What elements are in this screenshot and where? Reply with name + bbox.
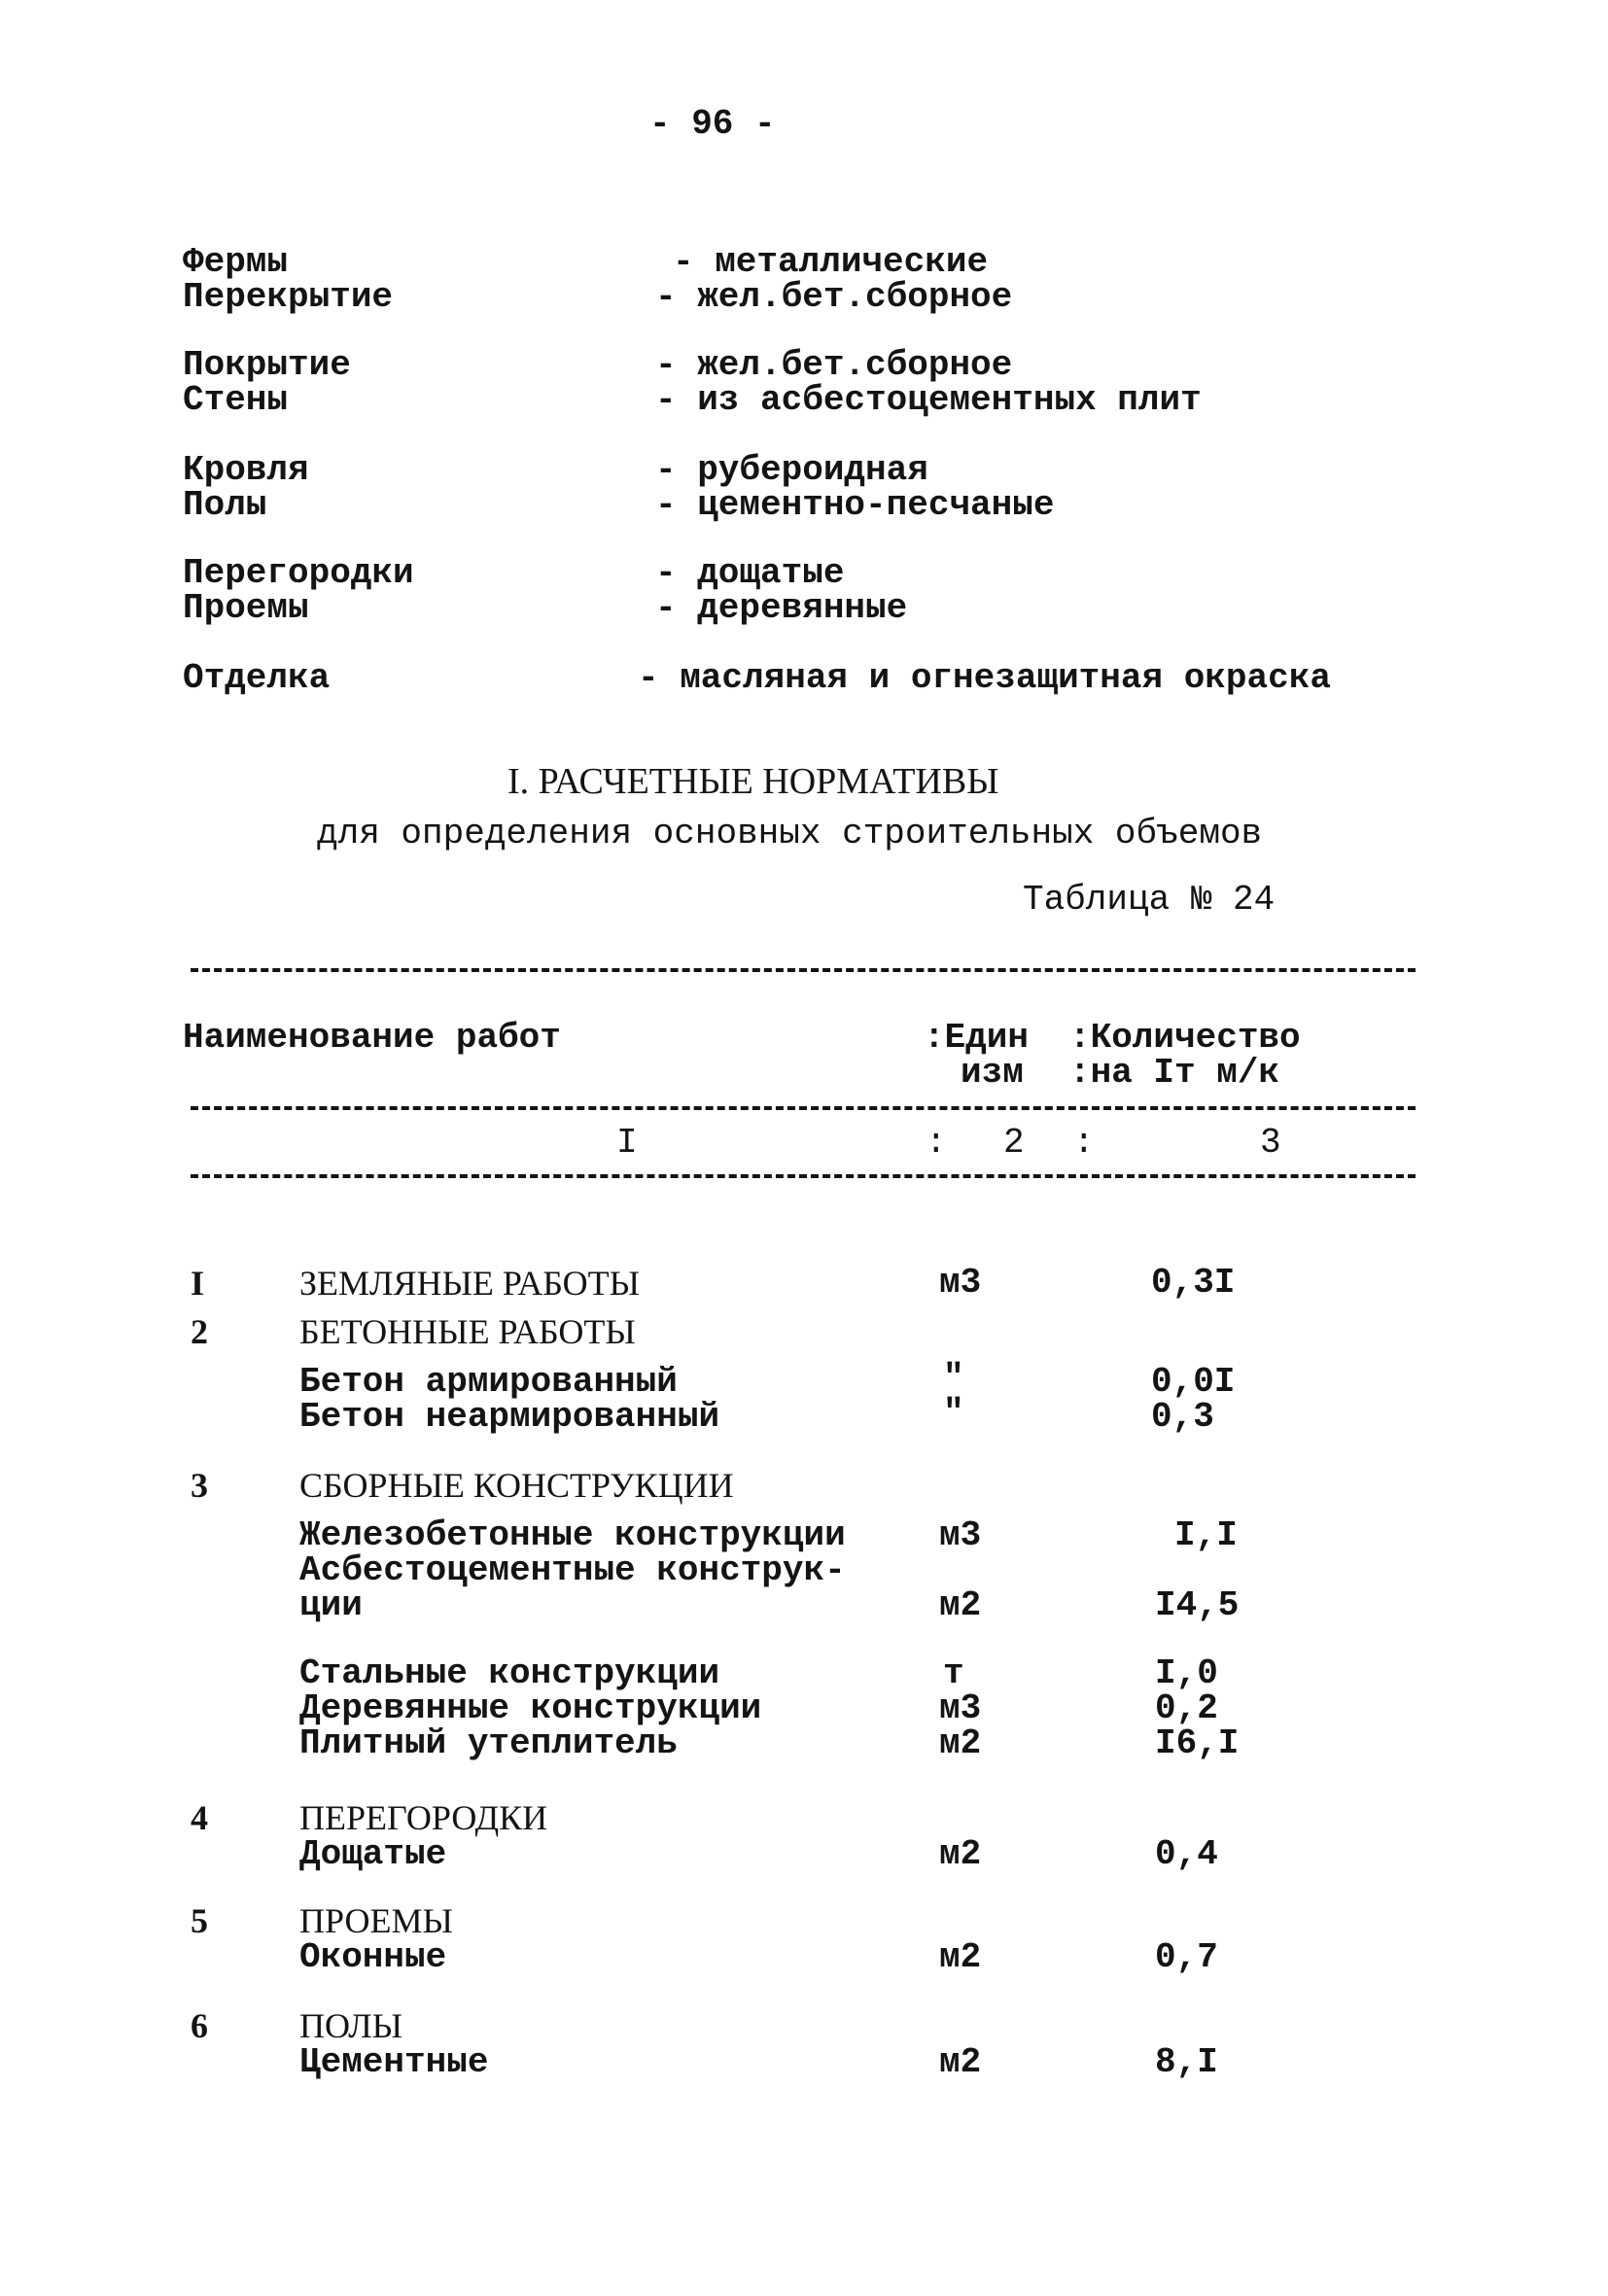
spec-label-floors: Полы — [183, 485, 267, 525]
section-title: I. РАСЧЕТНЫЕ НОРМАТИВЫ — [507, 761, 999, 802]
row-unit: м2 — [939, 1585, 982, 1625]
header-col-qty-2: :на Iт м/к — [1069, 1053, 1280, 1093]
spec-value-roofing: - рубероидная — [655, 450, 928, 490]
row-unit: " — [943, 1358, 964, 1398]
row-qty: I,I — [1174, 1515, 1238, 1555]
row-qty: I6,I — [1155, 1723, 1240, 1763]
row-name: Бетон неармированный — [299, 1397, 720, 1437]
spec-value-roof-deck: - жел.бет.сборное — [655, 345, 1013, 385]
row-qty: I,0 — [1155, 1653, 1218, 1693]
row-name: Плитный утеплитель — [299, 1723, 678, 1763]
row-number: 4 — [191, 1798, 208, 1837]
table-rule-bottom — [191, 1174, 1416, 1178]
row-qty: 0,7 — [1155, 1937, 1218, 1977]
row-name: Бетон армированный — [299, 1362, 678, 1402]
row-qty: 8,I — [1155, 2042, 1218, 2082]
table-label: Таблица № 24 — [1023, 880, 1276, 920]
spec-value-finishing: - масляная и огнезащитная окраска — [638, 658, 1331, 698]
spec-value-trusses: - металлические — [673, 242, 989, 282]
header-num-col3: 3 — [1260, 1123, 1281, 1163]
spec-label-floor-slab: Перекрытие — [183, 277, 394, 317]
spec-label-finishing: Отделка — [183, 658, 331, 698]
row-name: Железобетонные конструкции — [299, 1515, 846, 1555]
row-number: 5 — [191, 1901, 208, 1940]
spec-value-partitions: - дощатые — [655, 553, 845, 593]
row-unit: м3 — [939, 1263, 982, 1303]
spec-label-roof-deck: Покрытие — [183, 345, 351, 385]
header-sep-col3: : — [1073, 1123, 1095, 1163]
row-name: Деревянные конструкции — [299, 1688, 762, 1728]
section-subtitle: для определения основных строительных объемов — [317, 814, 1263, 853]
row-number: 3 — [191, 1466, 208, 1505]
spec-value-walls: - из асбестоцементных плит — [655, 380, 1202, 420]
row-qty: 0,3 — [1151, 1397, 1214, 1437]
row-name: ПРОЕМЫ — [299, 1901, 453, 1940]
header-col-unit-1: :Един — [924, 1018, 1030, 1058]
row-name: ПЕРЕГОРОДКИ — [299, 1798, 548, 1837]
row-number: 6 — [191, 2006, 208, 2045]
row-unit: м2 — [939, 1937, 982, 1977]
spec-label-partitions: Перегородки — [183, 553, 414, 593]
row-name: Дощатые — [299, 1834, 447, 1874]
row-qty: 0,4 — [1155, 1834, 1218, 1874]
spec-label-walls: Стены — [183, 380, 289, 420]
header-sep-col2: : — [926, 1123, 947, 1163]
row-name: Цементные — [299, 2042, 489, 2082]
row-qty: 0,2 — [1155, 1688, 1218, 1728]
header-num-col2: 2 — [1003, 1123, 1025, 1163]
header-col-name: Наименование работ — [183, 1018, 561, 1058]
header-num-col1: I — [616, 1123, 638, 1163]
page-number: - 96 - — [649, 104, 776, 144]
row-name: Стальные конструкции — [299, 1653, 720, 1693]
spec-label-trusses: Фермы — [183, 242, 289, 282]
row-unit: м3 — [939, 1688, 982, 1728]
row-name: СБОРНЫЕ КОНСТРУКЦИИ — [299, 1466, 734, 1505]
row-name: ЗЕМЛЯНЫЕ РАБОТЫ — [299, 1264, 641, 1303]
row-qty: 0,0I — [1151, 1362, 1236, 1402]
table-rule-mid — [191, 1106, 1416, 1110]
row-name: ции — [299, 1585, 363, 1625]
spec-value-floor-slab: - жел.бет.сборное — [655, 277, 1013, 317]
row-name: БЕТОННЫЕ РАБОТЫ — [299, 1312, 636, 1351]
spec-label-roofing: Кровля — [183, 450, 309, 490]
row-qty: 0,3I — [1151, 1263, 1236, 1303]
spec-value-openings: - деревянные — [655, 588, 908, 628]
row-unit: " — [943, 1393, 964, 1433]
table-rule-top — [191, 968, 1416, 972]
row-unit: м2 — [939, 2042, 982, 2082]
row-unit: т — [943, 1653, 964, 1693]
row-unit: м2 — [939, 1834, 982, 1874]
header-col-qty-1: :Количество — [1069, 1018, 1301, 1058]
row-name: Асбестоцементные конструк- — [299, 1550, 846, 1590]
header-col-unit-2: изм — [961, 1053, 1024, 1093]
row-unit: м2 — [939, 1723, 982, 1763]
row-qty: I4,5 — [1155, 1585, 1240, 1625]
row-unit: м3 — [939, 1515, 982, 1555]
spec-value-floors: - цементно-песчаные — [655, 485, 1055, 525]
row-number: 2 — [191, 1312, 208, 1351]
row-name: Оконные — [299, 1937, 447, 1977]
spec-label-openings: Проемы — [183, 588, 309, 628]
row-number: I — [191, 1264, 205, 1303]
row-name: ПОЛЫ — [299, 2006, 403, 2045]
